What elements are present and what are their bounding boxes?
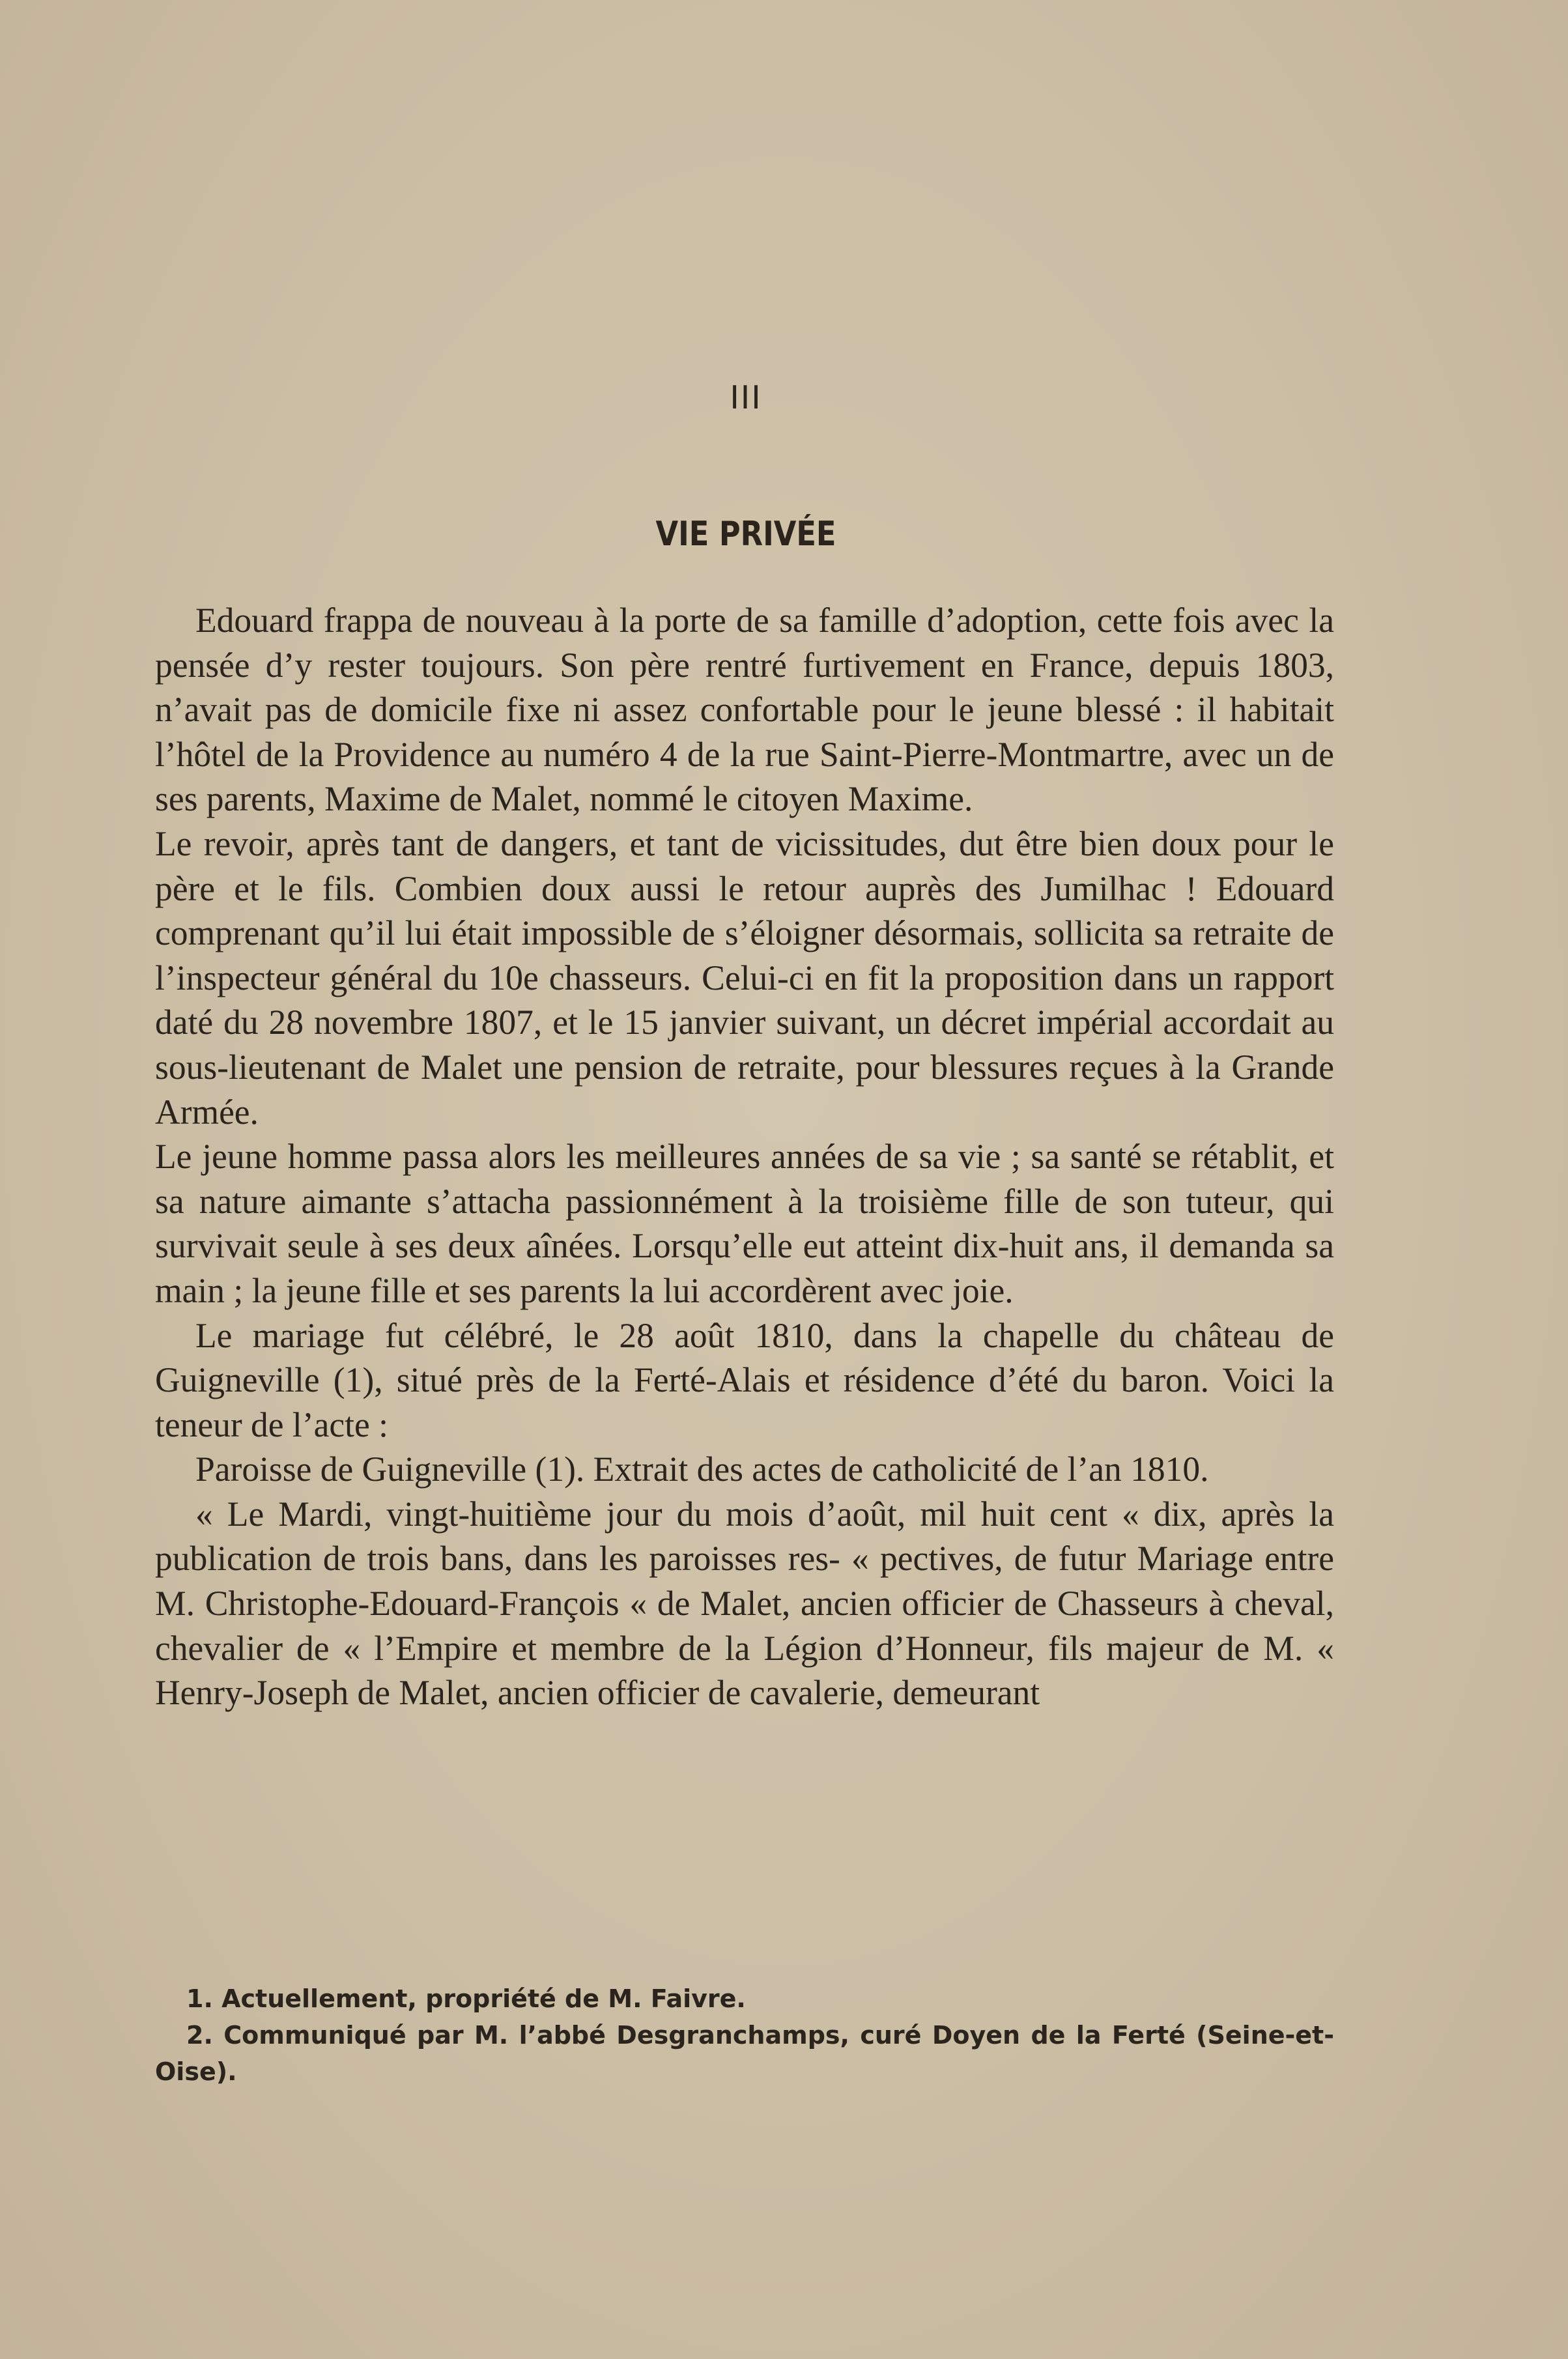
body-text [155, 598, 1334, 1715]
paragraph: Edouard frappa de nouveau à la porte de sa famille d’adoption, cette fois avec la pensée d’y rester toujours. Son père rentré furtivement en France, depuis 1803, n’avait pas de domicile fixe ni assez confortable pour le jeune blessé : il habitait l’hôtel de la Providence au numéro 4 de la rue Saint-Pierre-Montmartre, avec un de ses parents, Maxime de Malet, nommé le citoyen Maxime. [155, 601, 1334, 819]
chapter-number: III [730, 379, 762, 416]
chapter-title: VIE PRIVÉE [655, 515, 836, 554]
paragraph: Le revoir, après tant de dangers, et tant de vicissitudes, dut être bien doux pour le père et le fils. Combien doux aussi le retour auprès des Jumilhac ! Edouard comprenant qu’il lui était impossible de s’éloigner désormais, sollicita sa retraite de l’inspecteur général du 10e chasseurs. Celui-ci en fit la proposition dans un rapport daté du 28 novembre 1807, et le 15 janvier suivant, un décret impérial accordait au sous-lieutenant de Malet une pension de retraite, pour blessures reçues à la Grande Armée. [155, 823, 1334, 1132]
paragraph: Le jeune homme passa alors les meilleures années de sa vie ; sa santé se rétablit, et sa nature aimante s’attacha passionnément à la troisième fille de son tuteur, qui survivait seule à ses deux aînées. Lorsqu’elle eut atteint dix-huit ans, il demanda sa main ; la jeune fille et ses parents la lui accordèrent avec joie. [155, 1137, 1334, 1310]
paragraph: Paroisse de Guigneville (1). Extrait des actes de catholicité de l’an 1810. [195, 1450, 1209, 1489]
footnotes [155, 1980, 1334, 2090]
quoted-act: « Le Mardi, vingt-huitième jour du mois d’août, mil huit cent « dix, après la publication de trois bans, dans les paroisses res- « pectives, de futur Mariage entre M. Christophe-Edouard-François « de Malet, ancien officier de Chasseurs à cheval, chevalier de « l’Empire et membre de la Légion d’Honneur, fils majeur de M. « Henry-Joseph de Malet, ancien officier de cavalerie, demeurant [155, 1494, 1334, 1713]
paragraph: Le mariage fut célébré, le 28 août 1810, dans la chapelle du château de Guigneville (1), situé près de la Ferté-Alais et résidence d’été du baron. Voici la teneur de l’acte : [155, 1315, 1334, 1444]
footnote: 1. Actuellement, propriété de M. Faivre. [186, 1984, 746, 2013]
footnote: 2. Communiqué par M. l’abbé Desgranchamps, curé Doyen de la Ferté (Seine-et-Oise). [155, 2021, 1334, 2086]
